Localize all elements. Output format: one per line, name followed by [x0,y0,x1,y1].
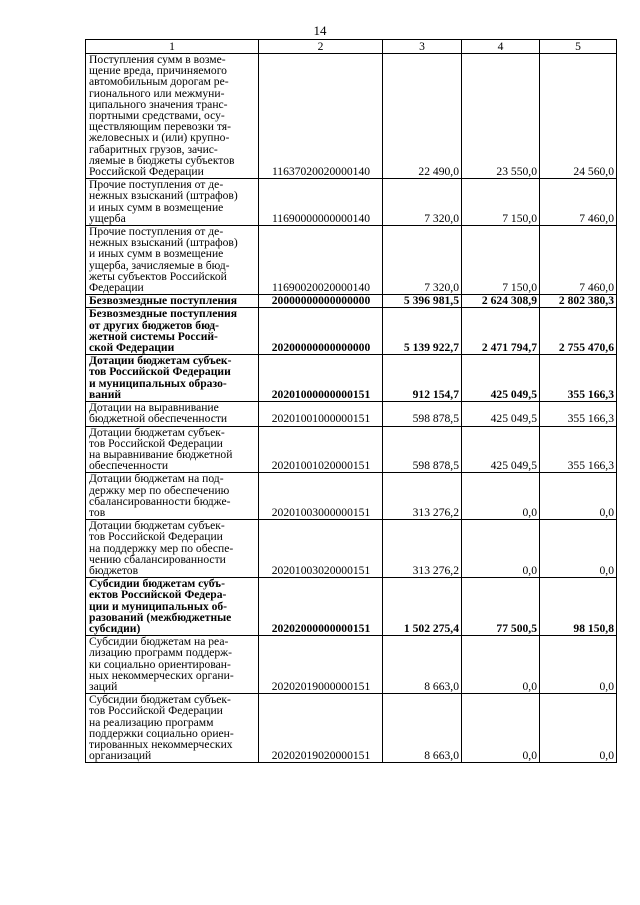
amount-col3-cell: 1 502 275,4 [383,578,462,636]
budget-code-cell: 11690020020000140 [259,226,383,295]
budget-code-cell: 11690000000000140 [259,179,383,226]
amount-col4-cell: 0,0 [462,473,540,520]
amount-col3-cell: 5 396 981,5 [383,295,462,308]
table-row [86,295,617,308]
header-row [86,40,617,54]
revenue-name-cell: Субсидии бюджетам на реа- лизацию программ поддерж- ки социально ориентирован- ных некоммерческих органи- заций [86,636,259,694]
amount-col4-cell: 7 150,0 [462,226,540,295]
amount-col3-cell: 912 154,7 [383,355,462,402]
amount-col5-cell: 0,0 [540,694,617,763]
budget-code-cell: 20201003020000151 [259,520,383,578]
amount-col4-cell: 0,0 [462,520,540,578]
amount-col4-cell: 77 500,5 [462,578,540,636]
revenue-name-cell: Дотации бюджетам субъек- тов Российской Федерации на выравнивание бюджетной обеспеченности [86,426,259,473]
table-row [86,426,617,473]
table-row [86,473,617,520]
revenue-name-cell: Дотации бюджетам субъек- тов Российской Федерации и муниципальных образо- ваний [86,355,259,402]
budget-revenue-table [85,39,617,763]
revenue-name-cell: Прочие поступления от де- нежных взысканий (штрафов) и иных сумм в возмещение ущерба, зачисляемые в бюд- жеты субъектов Российской Федерации [86,226,259,295]
amount-col4-cell: 425 049,5 [462,426,540,473]
amount-col3-cell: 313 276,2 [383,520,462,578]
amount-col5-cell: 355 166,3 [540,402,617,426]
table-row [86,54,617,179]
amount-col5-cell: 7 460,0 [540,179,617,226]
amount-col3-cell: 5 139 922,7 [383,308,462,355]
table-row [86,308,617,355]
amount-col3-cell: 8 663,0 [383,636,462,694]
budget-code-cell: 20201001020000151 [259,426,383,473]
column-header: 3 [383,40,462,54]
amount-col5-cell: 24 560,0 [540,54,617,179]
amount-col5-cell: 0,0 [540,520,617,578]
table-row [86,578,617,636]
amount-col4-cell: 0,0 [462,694,540,763]
budget-code-cell: 20000000000000000 [259,295,383,308]
revenue-name-cell: Дотации бюджетам субъек- тов Российской Федерации на поддержку мер по обеспе- чению сбалансированности бюджетов [86,520,259,578]
budget-code-cell: 20202019020000151 [259,694,383,763]
budget-code-cell: 20202019000000151 [259,636,383,694]
table-row [86,402,617,426]
page-number: 14 [313,23,327,38]
amount-col3-cell: 598 878,5 [383,426,462,473]
column-header: 5 [540,40,617,54]
table-row [86,694,617,763]
budget-code-cell: 20201001000000151 [259,402,383,426]
table-row [86,520,617,578]
revenue-name-cell: Дотации на выравнивание бюджетной обеспеченности [86,402,259,426]
amount-col3-cell: 8 663,0 [383,694,462,763]
column-header: 2 [259,40,383,54]
amount-col5-cell: 0,0 [540,636,617,694]
budget-code-cell: 20201003000000151 [259,473,383,520]
budget-code-cell: 20201000000000151 [259,355,383,402]
budget-code-cell: 11637020020000140 [259,54,383,179]
amount-col5-cell: 355 166,3 [540,355,617,402]
amount-col4-cell: 2 624 308,9 [462,295,540,308]
budget-code-cell: 20202000000000151 [259,578,383,636]
amount-col3-cell: 22 490,0 [383,54,462,179]
amount-col5-cell: 355 166,3 [540,426,617,473]
amount-col5-cell: 98 150,8 [540,578,617,636]
amount-col5-cell: 2 755 470,6 [540,308,617,355]
table-row [86,355,617,402]
amount-col3-cell: 313 276,2 [383,473,462,520]
revenue-name-cell: Поступления сумм в возме- щение вреда, причиняемого автомобильным дорогам ре- гионального или межмуни- ципального значения транс- портными средствами, осу- ществляющим перевозки тя- желовесных и (или) крупно- габаритных грузов, зачис- ляемые в бюджеты субъектов Российской Федерации [86,54,259,179]
table-row [86,636,617,694]
amount-col5-cell: 0,0 [540,473,617,520]
amount-col4-cell: 425 049,5 [462,402,540,426]
amount-col4-cell: 0,0 [462,636,540,694]
revenue-name-cell: Субсидии бюджетам субъ- ектов Российской Федера- ции и муниципальных об- разований (межбюджетные субсидии) [86,578,259,636]
amount-col3-cell: 7 320,0 [383,179,462,226]
amount-col5-cell: 2 802 380,3 [540,295,617,308]
amount-col3-cell: 598 878,5 [383,402,462,426]
column-header: 4 [462,40,540,54]
amount-col3-cell: 7 320,0 [383,226,462,295]
amount-col4-cell: 425 049,5 [462,355,540,402]
amount-col4-cell: 7 150,0 [462,179,540,226]
table-row [86,226,617,295]
amount-col4-cell: 2 471 794,7 [462,308,540,355]
column-header: 1 [86,40,259,54]
revenue-name-cell: Безвозмездные поступления от других бюджетов бюд- жетной системы Россий- ской Федерации [86,308,259,355]
revenue-name-cell: Безвозмездные поступления [86,295,259,308]
amount-col5-cell: 7 460,0 [540,226,617,295]
revenue-name-cell: Дотации бюджетам на под- держку мер по обеспечению сбалансированности бюдже- тов [86,473,259,520]
revenue-name-cell: Субсидии бюджетам субъек- тов Российской Федерации на реализацию программ поддержки социально ориен- тированных некоммерческих организаций [86,694,259,763]
revenue-name-cell: Прочие поступления от де- нежных взысканий (штрафов) и иных сумм в возмещение ущерба [86,179,259,226]
budget-code-cell: 20200000000000000 [259,308,383,355]
amount-col4-cell: 23 550,0 [462,54,540,179]
table-row [86,179,617,226]
